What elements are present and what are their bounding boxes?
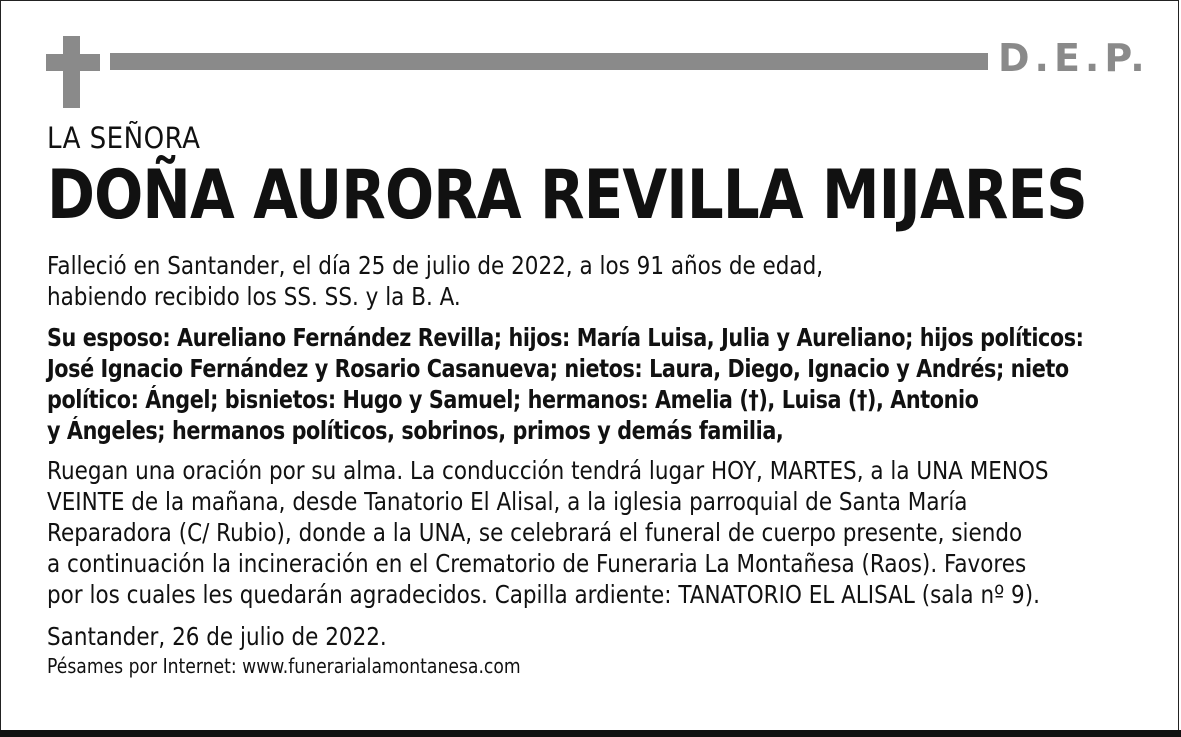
ceremony-line: Reparadora (C/ Rubio), donde a la UNA, se celebrará el funeral de cuerpo presente, siendo [47, 518, 1023, 547]
salutation: LA SEÑORA [47, 121, 201, 155]
header-rule [110, 53, 988, 70]
ceremony-line: a continuación la incineración en el Crematorio de Funeraria La Montañesa (Raos). Favores [47, 549, 1027, 578]
bottom-bar [0, 730, 1181, 737]
ceremony-line: VEINTE de la mañana, desde Tanatorio El Alisal, a la iglesia parroquial de Santa María [47, 487, 968, 516]
death-paragraph [47, 250, 1157, 312]
family-line: Su esposo: Aureliano Fernández Revilla; hijos: María Luisa, Julia y Aureliano; hijos políticos: [47, 323, 1084, 352]
dep-label: D.E.P. [998, 36, 1150, 80]
ceremony-line: por los cuales les quedarán agradecidos. Capilla ardiente: TANATORIO EL ALISAL (sala nº 9). [47, 580, 1040, 609]
cross-icon [46, 36, 100, 108]
notice-content [47, 118, 1157, 680]
death-line: habiendo recibido los SS. SS. y la B. A. [47, 282, 461, 311]
family-paragraph [47, 322, 1157, 446]
family-line: político: Ángel; bisnietos: Hugo y Samuel; hermanos: Amelia (†), Luisa (†), Antonio [47, 385, 979, 414]
family-line: José Ignacio Fernández y Rosario Casanueva; nietos: Laura, Diego, Ignacio y Andrés; nieto [47, 354, 1069, 383]
closing [47, 621, 1157, 680]
deceased-name: DOÑA AURORA REVILLA MIJARES [47, 156, 1087, 235]
ceremony-line: Ruegan una oración por su alma. La conducción tendrá lugar HOY, MARTES, a la UNA MENOS [47, 456, 1049, 485]
ceremony-paragraph [47, 455, 1157, 610]
place-date: Santander, 26 de julio de 2022. [47, 622, 387, 651]
family-line: y Ángeles; hermanos políticos, sobrinos, primos y demás familia, [47, 416, 784, 445]
death-line: Falleció en Santander, el día 25 de julio de 2022, a los 91 años de edad, [47, 251, 824, 280]
condolences-line: Pésames por Internet: www.funerarialamontanesa.com [47, 654, 521, 678]
